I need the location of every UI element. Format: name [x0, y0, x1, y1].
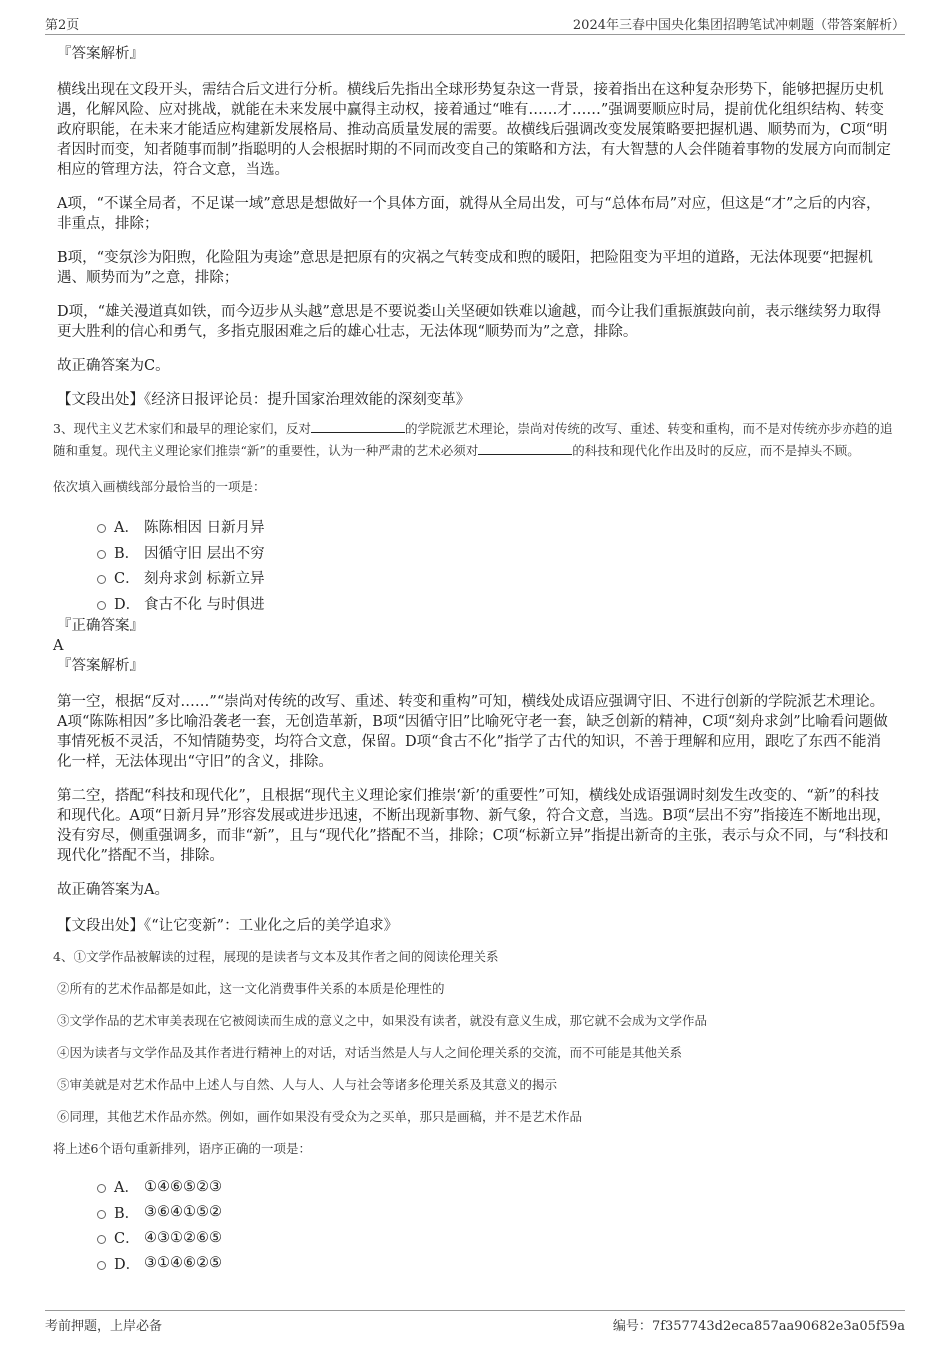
q4-prompt: 将上述6个语句重新排列，语序正确的一项是：	[53, 1141, 311, 1156]
q3-option-b[interactable]: B． 因循守旧 层出不穷	[97, 540, 893, 566]
q4-sentence-6: ⑥同理，其他艺术作品亦然。例如，画作如果没有受众为之买单，那只是画稿，并不是艺术作品	[57, 1109, 583, 1124]
q2-analysis-label: 『答案解析』	[57, 46, 144, 62]
q3-stem-b: 的学院派艺术理论，崇尚对传统的改写、重述、转变和重构，而不是对传统亦步亦趋的追随和重复。现代主义理论家们推崇“新”的重要性，认为一种严肃的艺术必须对	[53, 421, 893, 458]
q4-option-a[interactable]: A． ①④⑥⑤②③	[97, 1174, 893, 1200]
q3-blank-2	[478, 442, 572, 455]
radio-icon[interactable]	[97, 524, 106, 533]
radio-icon[interactable]	[97, 550, 106, 559]
q3-option-d[interactable]: D． 食古不化 与时俱进	[97, 591, 893, 617]
q3-conclusion: 故正确答案为A。	[57, 882, 169, 898]
q3-analysis-p1: 第一空，根据“反对……”“崇尚对传统的改写、重述、转变和重构”可知，横线处成语应强调守旧、不进行创新的学院派艺术理论。A项“陈陈相因”多比喻沿袭老一套，无创造革新，B项“因循守旧”比喻死守老一套，缺乏创新的精神，C项“刻舟求剑”比喻看问题做事情死板不灵活，不知情随势变，均符合文意，保留。D项“食古不化”指学了古代的知识，不善于理解和应用，跟吃了东西不能消化一样，无法体现出“守旧”的含义，排除。	[57, 694, 888, 770]
q4-option-d[interactable]: D． ③①④⑥②⑤	[97, 1251, 893, 1277]
radio-icon[interactable]	[97, 1235, 106, 1244]
q4-options	[97, 1174, 893, 1276]
q3-analysis-label: 『答案解析』	[57, 658, 144, 674]
q2-analysis-p2: A项，“不谋全局者，不足谋一域”意思是想做好一个具体方面，就得从全局出发，可与“总体布局”对应，但这是“才”之后的内容，非重点，排除；	[57, 196, 881, 232]
q4-option-b[interactable]: B． ③⑥④①⑤②	[97, 1200, 893, 1226]
q2-conclusion: 故正确答案为C。	[57, 358, 170, 374]
q2-analysis-p4: D项，“雄关漫道真如铁，而今迈步从头越”意思是不要说娄山关坚硬如铁难以逾越，而今让我们重振旗鼓向前，表示继续努力取得更大胜利的信心和勇气，多指克服困难之后的雄心壮志，无法体现“顺势而为”之意，排除。	[57, 304, 881, 340]
q3-options	[97, 514, 893, 616]
code-label: 编号：	[612, 1319, 652, 1334]
q4-sentence-2: ②所有的艺术作品都是如此，这一文化消费事件关系的本质是伦理性的	[57, 981, 445, 996]
radio-icon[interactable]	[97, 1184, 106, 1193]
q3-stem-c: 的科技和现代化作出及时的反应，而不是掉头不顾。	[572, 443, 860, 458]
q3-option-a[interactable]: A． 陈陈相因 日新月异	[97, 514, 893, 540]
q3-stem	[53, 418, 893, 462]
radio-icon[interactable]	[97, 1210, 106, 1219]
q3-answer-label: 『正确答案』	[57, 618, 144, 634]
q4-sentence-4: ④因为读者与文学作品及其作者进行精神上的对话，对话当然是人与人之间伦理关系的交流，而不可能是其他关系	[57, 1045, 683, 1060]
q3-prompt: 依次填入画横线部分最恰当的一项是：	[53, 479, 266, 494]
q2-analysis-p3: B项，“变氛沴为阳煦，化险阻为夷途”意思是把原有的灾祸之气转变成和煦的暖阳，把险阻变为平坦的道路，无法体现要“把握机遇、顺势而为”之意，排除；	[57, 250, 873, 286]
q4-sentence-1: 4、①文学作品被解读的过程，展现的是读者与文本及其作者之间的阅读伦理关系	[53, 949, 499, 964]
q3-source: 【文段出处】《“让它变新”：工业化之后的美学追求》	[57, 918, 399, 934]
q2-source: 【文段出处】《经济日报评论员：提升国家治理效能的深刻变革》	[57, 392, 471, 408]
page-number: 第2页	[45, 18, 80, 33]
page-content	[53, 44, 893, 1276]
q3-answer: A	[53, 638, 64, 654]
q2-analysis-p1: 横线出现在文段开头，需结合后文进行分析。横线后先指出全球形势复杂这一背景，接着指出在这种复杂形势下，能够把握历史机遇，化解风险、应对挑战，就能在未来发展中赢得主动权，接着通过“唯有……才……”强调要顺应时局，提前优化组织结构、转变政府职能，在未来才能适应构建新发展格局、推动高质量发展的需要。故横线后强调改变发展策略要把握机遇、顺势而为，C项“明者因时而变，知者随事而制”指聪明的人会根据时期的不同而改变自己的策略和方法，有大智慧的人会伴随着事物的发展方向而制定相应的管理方法，符合文意，当选。	[57, 82, 891, 178]
radio-icon[interactable]	[97, 575, 106, 584]
q4-option-c[interactable]: C． ④③①②⑥⑤	[97, 1225, 893, 1251]
footer-slogan: 考前押题，上岸必备	[45, 1319, 163, 1334]
q3-analysis-p2: 第二空，搭配“科技和现代化”，且根据“现代主义理论家们推崇‘新’的重要性”可知，横线处成语强调时刻发生改变的、“新”的科技和现代化。A项“日新月异”形容发展或进步迅速，不断出现新事物、新气象，符合文意，当选。B项“层出不穷”指接连不断地出现，没有穷尽，侧重强调多，而非“新”，且与“现代化”搭配不当，排除；C项“标新立异”指提出新奇的主张，表示与众不同，与“科技和现代化”搭配不当，排除。	[57, 788, 891, 864]
footer-code	[613, 1315, 905, 1334]
radio-icon[interactable]	[97, 601, 106, 610]
document-title: 2024年三春中国央化集团招聘笔试冲刺题（带答案解析）	[572, 18, 905, 33]
q3-blank-1	[311, 420, 405, 433]
q4-sentence-5: ⑤审美就是对艺术作品中上述人与自然、人与人、人与社会等诸多伦理关系及其意义的揭示	[57, 1077, 558, 1092]
page-footer	[45, 1310, 905, 1335]
code-value: 7f357743d2eca857aa90682e3a05f59a	[651, 1319, 905, 1334]
page-header	[45, 12, 905, 35]
q3-option-c[interactable]: C． 刻舟求剑 标新立异	[97, 565, 893, 591]
q4-sentence-3: ③文学作品的艺术审美表现在它被阅读而生成的意义之中，如果没有读者，就没有意义生成，那它就不会成为文学作品	[57, 1013, 708, 1028]
q3-stem-a: 3、现代主义艺术家们和最早的理论家们，反对	[53, 421, 311, 436]
radio-icon[interactable]	[97, 1261, 106, 1270]
